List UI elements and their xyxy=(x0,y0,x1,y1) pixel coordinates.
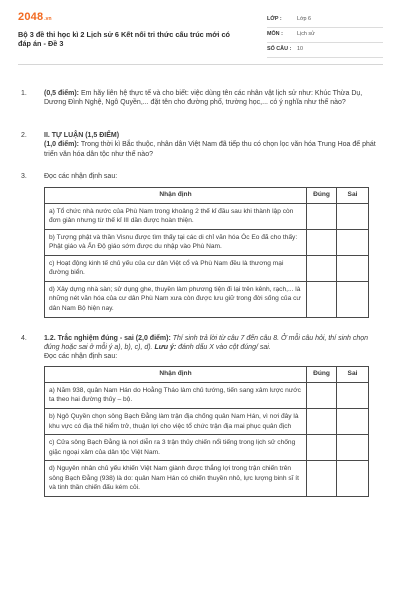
meta-value: 10 xyxy=(297,46,303,53)
meta-value: Lịch sử xyxy=(297,31,315,38)
question-points: (0,5 điểm): xyxy=(44,90,80,97)
section-heading: 1.2. Trắc nghiệm đúng - sai (2,0 điểm): xyxy=(44,334,171,342)
table-row xyxy=(45,461,369,497)
true-answer-cell[interactable] xyxy=(307,229,337,255)
col-header-false: Sai xyxy=(337,366,369,382)
col-header-statement: Nhận định xyxy=(45,366,307,382)
statement-cell: a) Năm 938, quân Nam Hán do Hoằng Tháo làm chủ tướng, tiến sang xâm lược nước ta theo hai đường thủy – bộ. xyxy=(45,382,307,408)
statement-cell: a) Tổ chức nhà nước của Phù Nam trong khoảng 2 thế kỉ đầu sau khi thành lập còn đơn giản nhưng từ thế kỉ III dần được hoàn thiện. xyxy=(45,203,307,229)
table-row xyxy=(45,382,369,408)
false-answer-cell[interactable] xyxy=(337,408,369,434)
note-text: đánh dấu X vào cột đúng/ sai. xyxy=(176,343,271,351)
col-header-true: Đúng xyxy=(307,366,337,382)
table-header-row xyxy=(45,187,369,203)
question-body xyxy=(44,89,383,108)
table-row xyxy=(45,281,369,317)
false-answer-cell[interactable] xyxy=(337,382,369,408)
statement-cell: d) Nguyên nhân chủ yếu khiến Việt Nam giành được thắng lợi trong trận chiến trên sông Bạch Đằng (938) là do: quân Nam Hán có chiến thuyền nhỏ, lực lượng binh sĩ ít và tinh thần chiến đấu kém cỏi. xyxy=(45,461,307,497)
false-answer-cell[interactable] xyxy=(337,281,369,317)
meta-row-count xyxy=(267,43,383,58)
col-header-false: Sai xyxy=(337,187,369,203)
statement-cell: b) Tượng phật và thần Visnu được tìm thấy tại các di chỉ văn hóa Óc Eo đã cho thấy: Phật giáo và Ấn Độ giáo sớm được du nhập vào Phù Nam. xyxy=(45,229,307,255)
question-4 xyxy=(18,334,383,497)
table-row xyxy=(45,229,369,255)
statement-cell: d) Xây dựng nhà sàn; sử dụng ghe, thuyền làm phương tiện đi lại trên kênh, rạch,... là những nét văn hóa của cư dân Phù Nam xưa còn được lưu giữ trong đời sống của cư dân Nam Bộ hiện nay. xyxy=(45,281,307,317)
section-heading: II. TỰ LUẬN (1,5 ĐIỂM) xyxy=(44,131,120,139)
question-1 xyxy=(18,89,383,108)
question-points: (1,0 điểm): xyxy=(44,141,80,149)
false-answer-cell[interactable] xyxy=(337,435,369,461)
meta-info xyxy=(267,13,383,58)
meta-label: MÔN : xyxy=(267,31,283,38)
meta-label: SỐ CÂU : xyxy=(267,46,292,53)
true-answer-cell[interactable] xyxy=(307,382,337,408)
question-3 xyxy=(18,172,383,317)
question-number: 1. xyxy=(21,90,27,97)
table-header-row xyxy=(45,366,369,382)
meta-row-class xyxy=(267,13,383,28)
document-title: Bộ 3 đề thi học kì 2 Lịch sử 6 Kết nối tri thức cấu trúc mới có đáp án - Đề 3 xyxy=(18,30,230,49)
question-instruction: Thí sinh trả lời từ câu 7 đến câu 8. Ở mỗi câu hỏi, thí sinh chọn đúng hoặc sai ở mỗi ý a), b), c), d). xyxy=(44,334,369,351)
document-header xyxy=(18,10,383,65)
col-header-true: Đúng xyxy=(307,187,337,203)
question-body xyxy=(44,131,383,159)
true-answer-cell[interactable] xyxy=(307,408,337,434)
true-answer-cell[interactable] xyxy=(307,255,337,281)
true-answer-cell[interactable] xyxy=(307,203,337,229)
question-intro: Đọc các nhận định sau: xyxy=(44,353,118,361)
question-body xyxy=(44,172,383,317)
table-row xyxy=(45,203,369,229)
header-left xyxy=(18,10,242,58)
question-text: Em hãy liên hệ thực tế và cho biết: việc dùng tên các nhân vật lịch sử như: Khúc Thừa Dụ, Dương Đình Nghệ, Ngô Quyền,... đặt tên cho đường phố, trường học,... có ý nghĩa như thế nào? xyxy=(44,90,363,107)
question-intro: Đọc các nhận định sau: xyxy=(44,173,118,181)
false-answer-cell[interactable] xyxy=(337,255,369,281)
site-logo[interactable] xyxy=(18,10,242,26)
statements-table xyxy=(44,187,369,318)
true-answer-cell[interactable] xyxy=(307,435,337,461)
table-row xyxy=(45,408,369,434)
meta-value: Lớp 6 xyxy=(297,16,312,23)
statement-cell: b) Ngô Quyền chọn sông Bạch Đằng làm trận địa chống quân Nam Hán, vì nơi đây là khu vực có địa thế hiểm trở, thuận lợi cho việc tổ chức trận địa mai phục quân địch xyxy=(45,408,307,434)
statement-cell: c) Hoạt động kinh tế chủ yếu của cư dân Việt cổ và Phù Nam đều là thương mại đường biển. xyxy=(45,255,307,281)
logo-text: 2048 xyxy=(18,11,44,23)
question-text: Trong thời kì Bắc thuộc, nhân dân Việt Nam đã tiếp thu có chọn lọc văn hóa Trung Hoa để phát triển văn hóa dân tộc như thế nào? xyxy=(44,141,376,158)
table-row xyxy=(45,255,369,281)
true-answer-cell[interactable] xyxy=(307,281,337,317)
false-answer-cell[interactable] xyxy=(337,203,369,229)
question-number: 2. xyxy=(21,131,27,139)
meta-label: LỚP : xyxy=(267,16,282,23)
logo-suffix: .vn xyxy=(44,16,52,22)
question-2 xyxy=(18,131,383,159)
false-answer-cell[interactable] xyxy=(337,229,369,255)
true-answer-cell[interactable] xyxy=(307,461,337,497)
statements-table xyxy=(44,366,369,497)
question-number: 4. xyxy=(21,334,27,342)
table-row xyxy=(45,435,369,461)
question-number: 3. xyxy=(21,173,27,181)
note-label: Lưu ý: xyxy=(154,343,177,351)
question-body xyxy=(44,334,383,497)
false-answer-cell[interactable] xyxy=(337,461,369,497)
statement-cell: c) Cửa sông Bạch Đằng là nơi diễn ra 3 trận thủy chiến nổi tiếng trong lịch sử chống giặc ngoại xâm của dân tộc Việt Nam. xyxy=(45,435,307,461)
meta-row-subject xyxy=(267,28,383,43)
col-header-statement: Nhận định xyxy=(45,187,307,203)
